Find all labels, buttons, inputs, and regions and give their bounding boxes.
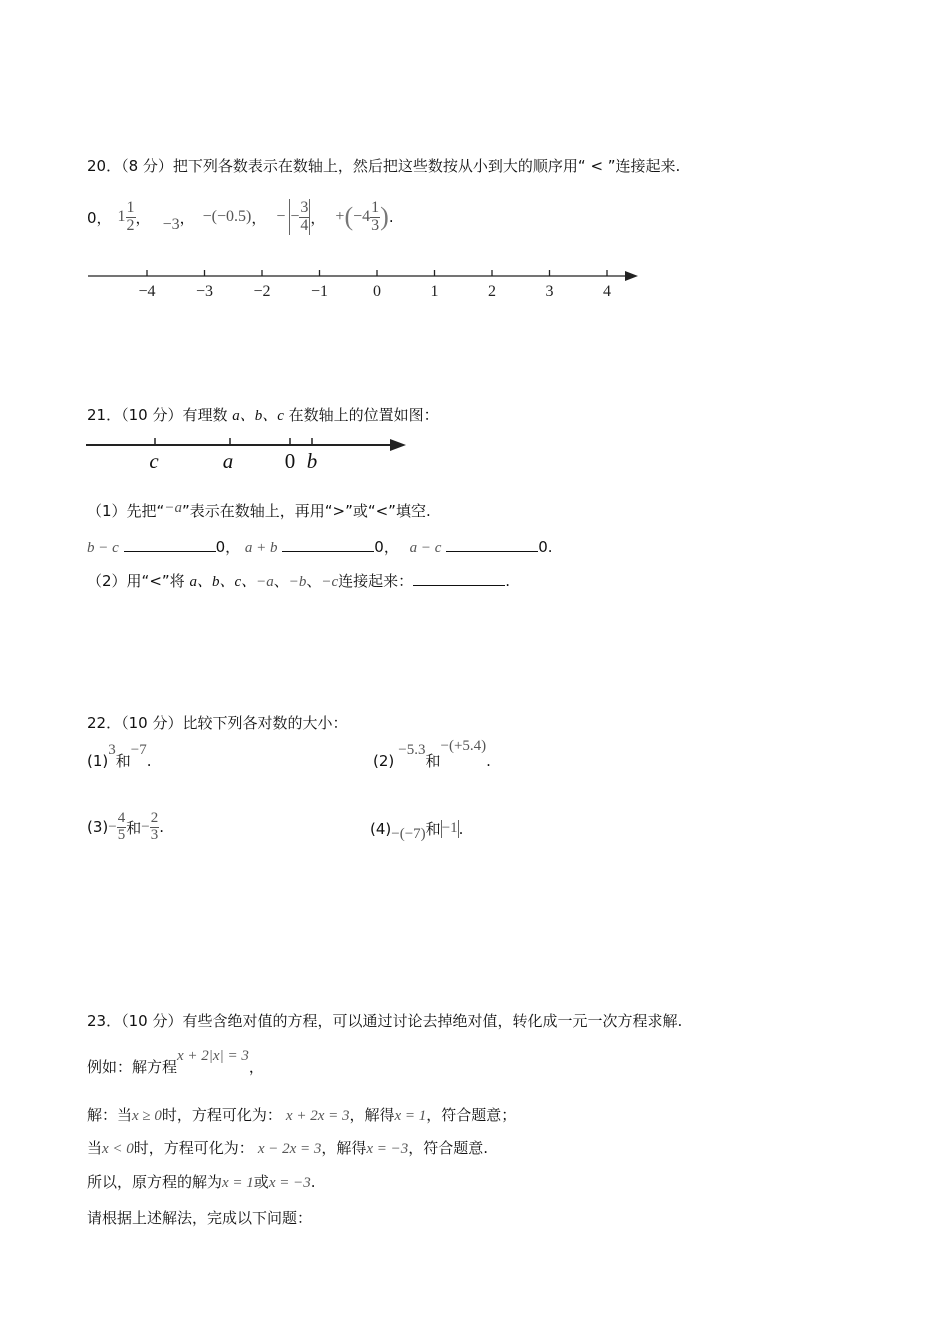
answer-blank-2[interactable] [282,537,374,552]
q23-example-label: 例如：解方程 [87,1058,178,1076]
fraction-numerator: 3 [300,198,309,216]
axis-tick-label: 1 [430,283,439,300]
connector: 和 [115,752,131,770]
q22-item-2 [373,738,491,771]
axis-tick-label: −4 [138,283,156,300]
zero: 0， [374,538,399,556]
fraction-numerator: 1 [371,198,380,216]
solution: x = −3 [366,1141,409,1157]
q21-number-line [80,430,420,475]
q21-part1 [87,500,431,521]
q23-example [87,1048,264,1077]
fraction-denominator: 4 [300,216,309,234]
fraction-denominator: 3 [371,216,380,234]
equation: x + 2x = 3 [285,1108,350,1124]
separator: ， [135,208,151,227]
period: . [388,208,394,226]
q20-stem: 20．（8 分）把下列各数表示在数轴上，然后把这些数按从小到大的顺序用“ < ”连接起来. [87,157,681,175]
text: 时，方程可化为： [161,1106,282,1124]
value-a: 3 [108,742,116,758]
text: ，符合题意. [408,1139,489,1157]
q20-mixed-fraction-1-3 [370,200,380,235]
q20-abs-fraction [299,200,309,235]
axis-tick-label: 2 [488,283,496,300]
q23-solution-line-1 [87,1104,516,1125]
item-label: (1) [87,752,109,770]
axis-tick-label: −1 [310,283,329,300]
value-b: −(+5.4) [440,738,487,754]
axis-arrow [390,439,406,451]
q20-plus-sign: + [335,208,345,225]
q20-number-line [80,262,650,307]
q20-mixed-number-fraction [126,200,136,235]
separator: 、 [273,572,289,590]
q23-stem: 23．（10 分）有些含绝对值的方程，可以通过讨论去掉绝对值，转化成一元一次方程求解. [87,1012,683,1030]
fraction-4-5 [117,811,127,844]
q21-stem-vars: a、b、c [232,408,284,424]
period: . [146,752,152,770]
q23-solution-line-3 [87,1171,316,1192]
q21-blanks-row [87,536,553,557]
q20-mixed-number-whole: 1 [117,208,126,225]
separator: ， [248,1058,264,1076]
q22-stem: 22．（10 分）比较下列各对数的大小： [87,714,348,732]
equation: x − 2x = 3 [257,1141,322,1157]
condition: x < 0 [102,1141,134,1157]
q21-neg-b: −b [288,574,307,590]
separator: ， [251,208,267,227]
period: . [310,1173,316,1191]
q21-neg-a: −a [256,574,274,590]
fraction-denominator: 5 [117,826,126,843]
fraction-numerator: 2 [150,809,159,826]
item-label: (2) [373,752,395,770]
text: 当 [87,1139,103,1157]
q21-p2-prefix: （2）用“<”将 [87,572,190,590]
q21-p1-expr: −a [164,500,182,516]
axis-tick-label: −3 [195,283,214,300]
connector: 和 [425,752,441,770]
answer-blank-3[interactable] [446,537,538,552]
q20-numbers [87,192,394,242]
label-c: c [149,449,159,473]
fraction-numerator: 4 [117,809,126,826]
period: . [486,752,491,770]
zero: 0. [538,538,553,556]
separator: ， [310,208,326,227]
q20-abs-sign: − [276,208,286,225]
solution-1: x = 1 [222,1175,254,1191]
text: 解：当 [87,1106,133,1124]
q21-p1-suffix: ”表示在数轴上，再用“>”或“<”填空. [181,502,431,520]
q21-p2-vars: a、b、c、 [189,574,257,590]
zero: 0， [215,538,241,556]
axis-tick-label: 4 [603,283,611,300]
fraction-numerator: 1 [126,198,135,216]
text: ，符合题意； [426,1106,517,1124]
q21-p2-suffix: 连接起来： [338,572,414,590]
minus-sign: − [108,818,117,835]
axis-tick-label: 3 [545,283,554,300]
q22-item-3 [87,804,164,850]
text: ，解得 [321,1139,367,1157]
fraction-2-3 [150,811,160,844]
text: 时，方程可化为： [133,1139,254,1157]
q21-stem-suffix: 在数轴上的位置如图： [283,406,439,424]
connector: 和 [126,818,142,837]
item-label: (3) [87,818,109,836]
q21-neg-c: −c [321,574,339,590]
q23-solution-line-2 [87,1137,488,1158]
label-a: a [222,449,234,473]
value-b: −1 [441,820,458,836]
q22-item-4 [370,818,464,842]
label-0: 0 [284,449,296,473]
q21-p1-prefix: （1）先把“ [87,502,165,520]
text: 所以，原方程的解为 [87,1173,223,1191]
paren-right: ) [380,202,389,231]
condition: x ≥ 0 [132,1108,162,1124]
q21-expr-a-plus-b: a + b [244,540,278,556]
q20-num-neg-neg05: −(−0.5) [202,208,252,225]
value-a: −5.3 [398,742,426,758]
q21-part2 [87,570,510,591]
q21-expr-b-minus-c: b − c [87,540,119,556]
text: 或 [253,1173,269,1191]
q20-abs-inner-sign: − [290,208,300,225]
q21-stem [87,404,439,425]
text: ，解得 [349,1106,395,1124]
axis-arrow [625,271,638,281]
separator: 、 [306,572,322,590]
value-b: −7 [130,742,147,758]
fraction-denominator: 2 [126,216,135,234]
q21-expr-a-minus-c: a − c [409,540,442,556]
separator: ， [179,208,195,227]
q22-item-1 [87,742,152,771]
axis-tick-label: 0 [373,283,381,300]
q20-num-neg3: −3 [162,216,180,233]
fraction-denominator: 3 [150,826,159,843]
label-b: b [306,449,318,473]
item-label: (4) [370,819,392,838]
q21-stem-prefix: 21．（10 分）有理数 [87,406,233,424]
connector: 和 [425,820,441,838]
q23-instruction: 请根据上述解法，完成以下问题： [87,1209,313,1227]
value-a: −(−7) [391,826,426,842]
solution-2: x = −3 [268,1175,311,1191]
paren-left: ( [344,202,354,231]
solution: x = 1 [394,1108,427,1124]
period: . [458,819,464,838]
period: . [505,572,510,590]
q23-example-equation: x + 2|x| = 3 [177,1048,249,1064]
minus-sign: − [141,818,150,835]
q20-num-0: 0， [87,208,112,227]
axis-tick-label: −2 [253,283,271,300]
answer-blank-4[interactable] [413,571,505,586]
answer-blank-1[interactable] [124,537,216,552]
period: . [159,818,164,836]
q20-mixed-whole-neg4: −4 [353,208,371,225]
